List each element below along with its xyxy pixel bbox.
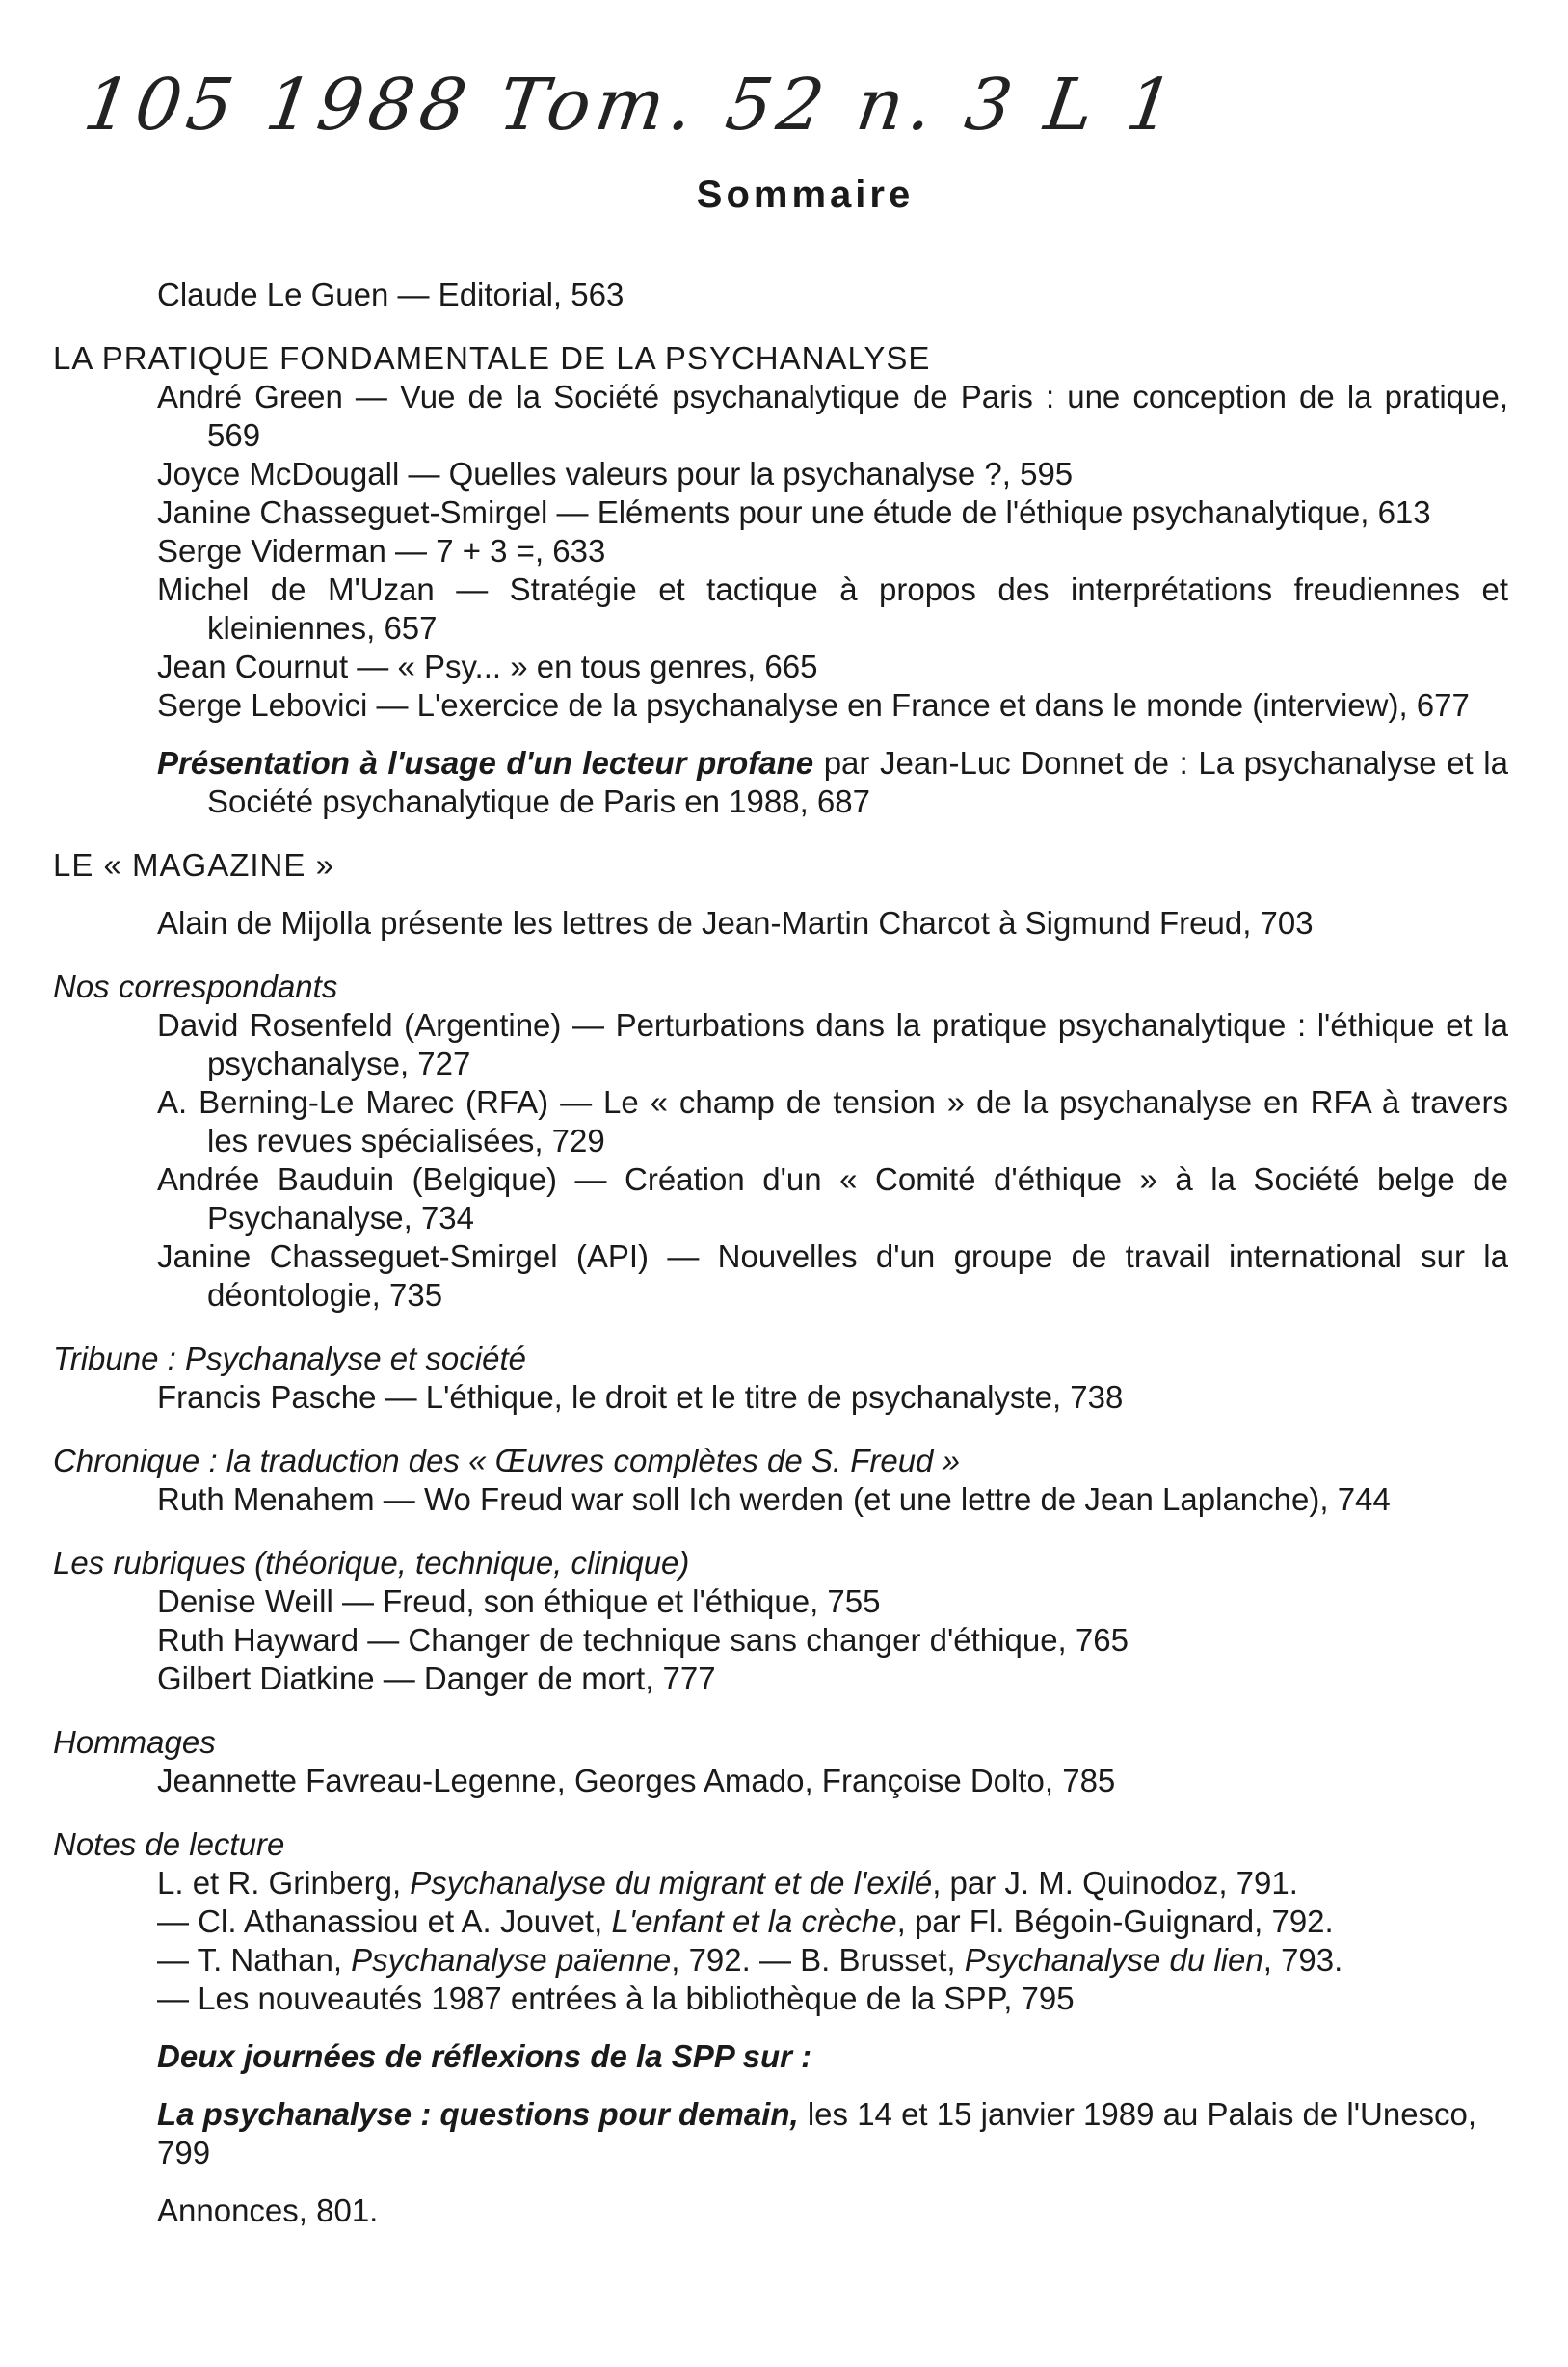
toc-entry: Denise Weill — Freud, son éthique et l'éthique, 755 [157,1583,881,1619]
toc-entry: David Rosenfeld (Argentine) — Perturbations dans la pratique psychanalytique : l'éthique et la psychanalyse, 727 [157,1007,1508,1081]
section-heading-tribune: Tribune : Psychanalyse et société [53,1341,526,1376]
notes-text: , par Fl. Bégoin-Guignard, 792. [896,1903,1334,1939]
notes-text: , 792. — B. Brusset, [671,1942,965,1978]
toc-entry: Ruth Hayward — Changer de technique sans changer d'éthique, 765 [157,1622,1129,1658]
annonces-entry: Annonces, 801. [157,2193,379,2228]
notes-line [53,1902,1508,1941]
section-heading-chronique: Chronique : la traduction des « Œuvres complètes de S. Freud » [53,1443,960,1478]
notes-text: , 793. [1262,1942,1343,1978]
notes-text: L. et R. Grinberg, [157,1865,411,1901]
notes-line [53,1864,1508,1902]
page-title: Sommaire [696,173,915,216]
journees-rest: les 14 et 15 janvier 1989 au Palais de l'Unesco, 799 [157,2096,1477,2170]
toc-entry: Jean Cournut — « Psy... » en tous genres, 665 [157,649,818,684]
toc-entry: Janine Chasseguet-Smirgel (API) — Nouvelles d'un groupe de travail international sur la déontologie, 735 [157,1238,1508,1313]
section-heading-pratique: LA PRATIQUE FONDAMENTALE DE LA PSYCHANALYSE [53,340,931,376]
notes-text: — T. Nathan, [157,1942,352,1978]
notes-text: , par J. M. Quinodoz, 791. [932,1865,1298,1901]
toc-entry: Ruth Menahem — Wo Freud war soll Ich werden (et une lettre de Jean Laplanche), 744 [157,1481,1391,1517]
notes-line: — Les nouveautés 1987 entrées à la bibliothèque de la SPP, 795 [157,1981,1075,2016]
table-of-contents [53,276,1508,2230]
section-heading-notes: Notes de lecture [53,1826,285,1862]
presentation-entry [53,744,1508,821]
journees-title: La psychanalyse : questions pour demain, [157,2096,799,2132]
book-title: Psychanalyse du migrant et de l'exilé [410,1865,933,1901]
notes-line [53,1941,1508,1980]
presentation-title: Présentation à l'usage d'un lecteur profane [157,745,814,781]
book-title: L'enfant et la crèche [611,1903,897,1939]
toc-entry: Joyce McDougall — Quelles valeurs pour la psychanalyse ?, 595 [157,456,1074,492]
section-heading-correspondants: Nos correspondants [53,969,338,1004]
toc-entry: Jeannette Favreau-Legenne, Georges Amado, Françoise Dolto, 785 [157,1763,1116,1798]
section-heading-rubriques: Les rubriques (théorique, technique, clinique) [53,1545,690,1581]
toc-entry: A. Berning-Le Marec (RFA) — Le « champ de tension » de la psychanalyse en RFA à travers les revues spécialisées, 729 [157,1084,1508,1158]
journees-heading: Deux journées de réflexions de la SPP sur : [157,2038,812,2074]
toc-entry: Gilbert Diatkine — Danger de mort, 777 [157,1661,716,1696]
editorial-entry: Claude Le Guen — Editorial, 563 [157,277,625,312]
book-title: Psychanalyse païenne [351,1942,672,1978]
section-heading-magazine: LE « MAGAZINE » [53,847,334,883]
toc-entry: Michel de M'Uzan — Stratégie et tactique à propos des interprétations freudiennes et kleiniennes, 657 [157,572,1508,646]
toc-entry: Janine Chasseguet-Smirgel — Eléments pour une étude de l'éthique psychanalytique, 613 [157,494,1431,530]
journees-entry [53,2095,1508,2172]
toc-entry: Serge Viderman — 7 + 3 =, 633 [157,533,606,569]
toc-entry: Alain de Mijolla présente les lettres de Jean-Martin Charcot à Sigmund Freud, 703 [157,905,1314,941]
presentation-rest: par Jean-Luc Donnet de : La psychanalyse et la Société psychanalytique de Paris en 1988, 687 [207,745,1508,819]
toc-entry: Francis Pasche — L'éthique, le droit et le titre de psychanalyste, 738 [157,1379,1124,1415]
notes-text: — Cl. Athanassiou et A. Jouvet, [157,1903,612,1939]
toc-entry: Serge Lebovici — L'exercice de la psychanalyse en France et dans le monde (interview), 677 [157,687,1470,723]
book-title: Psychanalyse du lien [964,1942,1263,1978]
handwritten-annotation: 105 1988 Tom. 52 n. 3 L 1 [78,64,1184,146]
section-heading-hommages: Hommages [53,1724,216,1760]
toc-entry: Andrée Bauduin (Belgique) — Création d'un « Comité d'éthique » à la Société belge de Psychanalyse, 734 [157,1161,1508,1236]
toc-entry: André Green — Vue de la Société psychanalytique de Paris : une conception de la pratique, 569 [157,379,1508,453]
